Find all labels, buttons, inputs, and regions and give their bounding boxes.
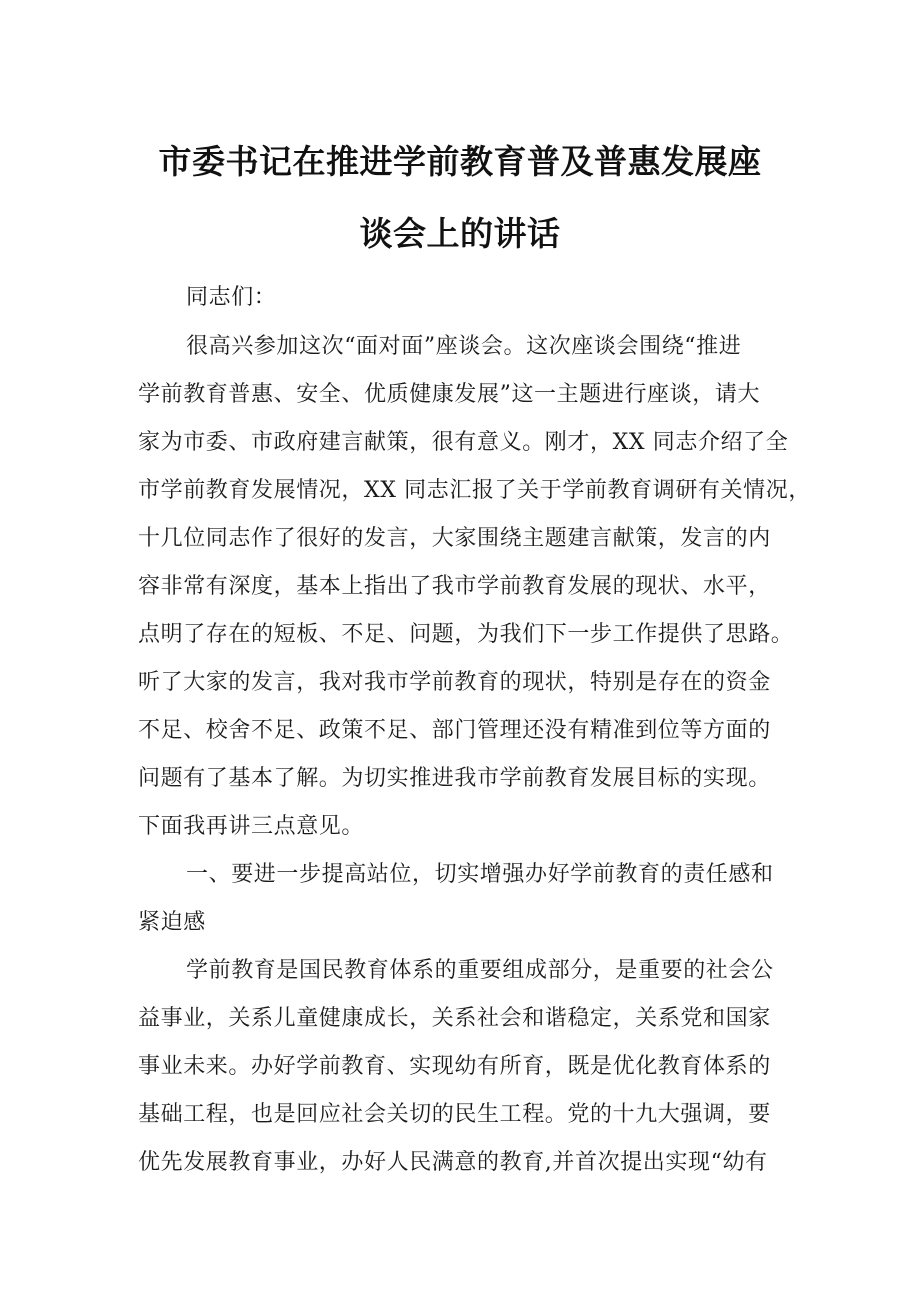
paragraph-line: 十几位同志作了很好的发言，大家围绕主题建言献策，发言的内 <box>138 526 771 551</box>
paragraph-line: 学前教育是国民教育体系的重要组成部分，是重要的社会公 <box>186 958 774 983</box>
paragraph-line: 市学前教育发展情况，XX 同志汇报了关于学前教育调研有关情况， <box>138 478 811 503</box>
paragraph-line: 听了大家的发言，我对我市学前教育的现状，特别是存在的资金 <box>138 670 771 695</box>
paragraph-line: 很高兴参加这次“面对面”座谈会。这次座谈会围绕“推进 <box>186 334 742 359</box>
paragraph-line: 优先发展教育事业，办好人民满意的教育,并首次提出实现“幼有 <box>138 1150 768 1175</box>
paragraph-line: 容非常有深度，基本上指出了我市学前教育发展的现状、水平， <box>138 574 771 599</box>
section-heading-continued: 紧迫感 <box>138 910 206 935</box>
paragraph-line: 益事业，关系儿童健康成长，关系社会和谐稳定，关系党和国家 <box>138 1006 771 1031</box>
paragraph-line: 下面我再讲三点意见。 <box>138 814 365 839</box>
paragraph-line: 点明了存在的短板、不足、问题，为我们下一步工作提供了思路。 <box>138 622 794 647</box>
paragraph-line: 家为市委、市政府建言献策，很有意义。刚才，XX 同志介绍了全 <box>138 430 789 455</box>
section-heading: 一、要进一步提高站位，切实增强办好学前教育的责任感和 <box>186 862 774 887</box>
document-title-line-1: 市委书记在推进学前教育普及普惠发展座 <box>158 142 762 181</box>
paragraph-line: 基础工程，也是回应社会关切的民生工程。党的十九大强调，要 <box>138 1102 771 1127</box>
paragraph-line: 事业未来。办好学前教育、实现幼有所育，既是优化教育体系的 <box>138 1054 771 1079</box>
paragraph-line: 学前教育普惠、安全、优质健康发展”这一主题进行座谈，请大 <box>138 382 761 407</box>
paragraph-line: 不足、校舍不足、政策不足、部门管理还没有精准到位等方面的 <box>138 718 771 743</box>
document-title-line-2: 谈会上的讲话 <box>359 214 561 253</box>
paragraph-line: 问题有了基本了解。为切实推进我市学前教育发展目标的实现。 <box>138 766 771 791</box>
salutation: 同志们： <box>186 285 277 310</box>
